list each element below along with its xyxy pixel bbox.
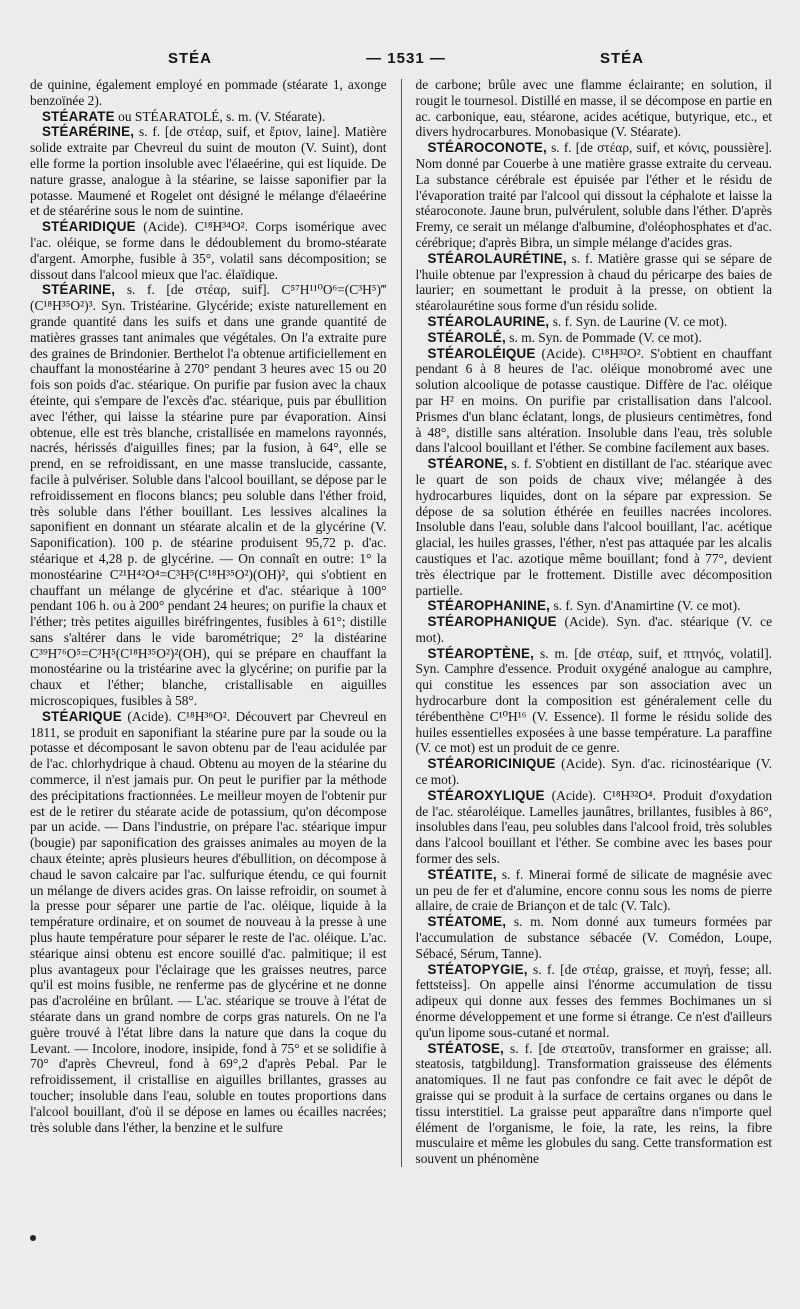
- entry-headword: STÉATOSE,: [427, 1040, 504, 1056]
- entry-text: s. m. [de στέαρ, suif, et πτηνός, volatil]. Syn. Camphre d'essence. Produit oxygéné analogue au camphre, qui constitue les essences par son association avec un hydrocarbure dont la composition est généralement celle du térébenthène C¹⁰H¹⁶ (V. Essence). Il forme le résidu solide des huiles essentielles exposées à une basse température. La paraffine (V. ce mot) est un produit de ce genre.: [415, 645, 773, 756]
- entry-text: ou STÉARATOLÉ, s. m. (V. Stéarate).: [114, 108, 326, 124]
- entry-text: s. m. Syn. de Pommade (V. ce mot).: [505, 329, 702, 345]
- entry-headword: STÉARORICINIQUE: [427, 756, 556, 772]
- dictionary-entry: [416, 346, 773, 457]
- dictionary-entry: [416, 962, 773, 1041]
- dictionary-entry: [416, 140, 773, 251]
- dictionary-entry: [416, 77, 773, 140]
- entry-headword: STÉAROPHANINE,: [427, 598, 551, 614]
- entry-headword: STÉATOME,: [427, 914, 507, 930]
- dictionary-entry: [416, 914, 773, 961]
- entry-text: s. f. S'obtient en distillant de l'ac. stéarique avec le quart de son poids de chaux vive; mélangée à des hydrocarbures liquides, dont on la sépare par expression. Se dépose de sa solution éthérée en feuilles nacrées incolores. Insoluble dans l'eau, soluble dans l'alcool bouillant, l'ac. acétique glacial, les huiles grasses, l'éther, n'est pas attaquée par les alcalis caustiques et l'ac. azotique même bouillant; fond à 77°, devient très électrique par le frottement. Distille avec décomposition partielle.: [415, 456, 773, 598]
- entry-text: s. f. Syn. de Laurine (V. ce mot).: [549, 313, 728, 329]
- entry-headword: STÉAROLÉIQUE: [427, 345, 536, 361]
- entry-text: (Acide). Syn. d'ac. stéarique (V. ce mot).: [415, 614, 773, 645]
- entry-text: s. f. Matière grasse qui se sépare de l'huile obtenue par l'expression à chaud du péricarpe des baies de laurier; en soumettant le produit à la presse, on obtient la stéarolaurétine sous forme d'un résidu solide.: [415, 250, 773, 314]
- left-column: [30, 77, 387, 1167]
- entry-text: (Acide). Syn. d'ac. ricinostéarique (V. ce mot).: [415, 756, 773, 788]
- entry-headword: STÉAROPTÈNE,: [427, 645, 535, 661]
- entry-headword: STÉARONE,: [427, 456, 508, 472]
- entry-headword: STÉARÉRINE,: [42, 124, 135, 140]
- dictionary-entry: [416, 330, 773, 346]
- entry-text: s. f. [de στέαρ, suif, et ἔριον, laine]. Matière solide extraite par Chevreul du suint de mouton (V. Suint), dont elle forme la portion insoluble avec l'élaeérine, qui est liquide. De nature grasse, analogue à la stéarine, se laisse saponifier par la potasse. Maumené et Rogelet ont désigné le mélange d'élaeérine et de stéarérine sous le nom de suintine.: [30, 124, 387, 219]
- dictionary-entry: [30, 109, 387, 125]
- dictionary-entry: [416, 314, 773, 330]
- entry-text: s. f. Minerai formé de silicate de magnésie avec un peu de fer et d'alumine, encore connu sous les noms de pierre allaire, de craie de Briançon et de talc (V. Talc).: [415, 866, 773, 914]
- entry-text: (Acide). C¹⁸H³⁴O². Corps isomérique avec l'ac. oléique, se forme dans le dédoublement du bromo-stéarate d'argent. Amorphe, fusible à 35°, volatil sans décomposition; se dissout dans l'alcool mieux que l'ac. élaïdique.: [30, 219, 387, 282]
- entry-text: s. m. Nom donné aux tumeurs formées par l'accumulation de substance sébacée (V. Comédon, Loupe, Sébacé, Sérum, Tanne).: [415, 914, 773, 961]
- ink-spot: [30, 1235, 36, 1241]
- dictionary-entry: [416, 646, 773, 757]
- entry-headword: STÉATITE,: [427, 866, 497, 882]
- entry-text: de quinine, également employé en pommade (stéarate 1, axonge benzoïnée 2).: [30, 77, 387, 108]
- header-right: STÉA: [599, 50, 644, 67]
- dictionary-entry: [30, 219, 387, 282]
- page-number: — 1531 —: [366, 50, 446, 67]
- entry-text: (Acide). C¹⁸H³²O². S'obtient en chauffant pendant 6 à 8 heures de l'ac. oléique monobromé avec une solution alcoolique de potasse caustique. Diffère de l'ac. oléique par H² en moins. On purifie par cristallisation dans l'alcool. Prismes d'un blanc éclatant, longs, de plusieurs centimètres, fond à 48°, distille sans altération. Insoluble dans l'eau, très soluble dans l'alcool bouillant et l'éther. Se combine facilement aux bases.: [415, 345, 773, 456]
- entry-headword: STÉARIQUE: [42, 708, 122, 724]
- dictionary-entry: [30, 709, 387, 1136]
- entry-headword: STÉARINE,: [42, 282, 116, 298]
- entry-text: de carbone; brûle avec une flamme éclairante; en solution, il rougit le tournesol. Distillé en masse, il se décompose en partie en ac. carbonique, eau, stéarone, acides acétique, butyrique, etc., et divers hydrocarbures. Monobasique (V. Stéarate).: [415, 77, 773, 140]
- entry-headword: STÉAROXYLIQUE: [427, 787, 545, 803]
- dictionary-entry: [416, 614, 773, 646]
- entry-headword: STÉAROLAURÉTINE,: [427, 250, 567, 266]
- dictionary-entry: [416, 788, 773, 867]
- entry-text: s. f. Syn. d'Anamirtine (V. ce mot).: [550, 598, 741, 614]
- entry-text: s. f. [de στεατοῦν, transformer en graisse; all. steatosis, tatgbildung]. Transformation graisseuse des éléments anatomiques. Il ne faut pas confondre ce fait avec le dépôt de graisse qui se produit à la surface de certains organes ou dans le tissu interstitiel. La graisse peut apparaître dans n'importe quel élément de l'organisme, le foie, la rate, les reins, la fibre musculaire et même les globules du sang. Cette transformation est souvent un phénomène: [415, 1040, 773, 1167]
- entry-text: (Acide). C¹⁸H³²O⁴. Produit d'oxydation de l'ac. stéaroléique. Lamelles jaunâtres, brillantes, fusibles à 86°, insolubles dans l'eau, peu solubles dans l'alcool froid, très solubles dans l'alcool bouillant et l'éther. Se combine avec les bases pour former des sels.: [415, 787, 773, 867]
- dictionary-entry: [416, 598, 773, 614]
- entry-headword: STÉARIDIQUE: [42, 219, 136, 235]
- entry-text: s. f. [de στέαρ, graisse, et πυγή, fesse; all. fettsteiss]. On appelle ainsi l'énorme accumulation de tissu adipeux qui donne aux fesses des femmes Bochimanes un si énorme développement et une forme si étrange. Ce n'est d'ailleurs qu'un lipome sous-cutané et normal.: [415, 961, 773, 1040]
- column-divider: [401, 79, 402, 1167]
- entry-headword: STÉATOPYGIE,: [427, 961, 528, 977]
- dictionary-entry: [416, 756, 773, 788]
- dictionary-entry: [416, 456, 773, 598]
- dictionary-entry: [416, 867, 773, 914]
- running-header: [30, 50, 772, 67]
- dictionary-entry: [30, 124, 387, 219]
- entry-headword: STÉAROCONOTE,: [427, 140, 547, 156]
- entry-headword: STÉAROPHANIQUE: [427, 614, 557, 630]
- entry-text: (Acide). C¹⁸H³⁶O². Découvert par Chevreul en 1811, se produit en saponifiant la stéarine pure par la soude ou la potasse et décomposant le savon obtenu par de l'eau acidulée par de l'ac. chlorhydrique à chaud. Obtenu au moyen de la stéarine du commerce, il n'est jamais pur. On peut le purifier par la méthode des précipitations fractionnées. Le meilleur moyen de l'obtenir pur est de le retirer du stéarate acide de potassium, qu'on décompose par un acide. — Dans l'industrie, on prépare l'ac. stéarique impur (bougie) par saponification des graisses animales au moyen de la chaux éteinte; après plusieurs heures d'ébullition, on décompose à chaud le savon calcaire par l'ac. sulfurique étendu, ce qui fournit un mélange de divers acides gras. On laisse refroidir, on soumet à la presse pour séparer une partie de l'ac. oléique, liquide à la température ordinaire, et on soumet de nouveau à la presse à une plus haute température pour séparer le reste de l'ac. oléique. L'ac. stéarique ainsi obtenu est encore souillé d'ac. palmitique; il est plus avantageux pour l'éclairage que les graisses neutres, parce qu'il est moins fusible, ne renferme pas de glycérine et ne donne pas d'acroléine en brûlant. — L'ac. stéarique se trouve à l'état de stéarate dans un grand nombre de corps gras naturels. On ne l'a guère trouvé à l'état libre dans la nature que dans la coque du Levant. — Incolore, inodore, insipide, fond à 75° et se solidifie à 70° d'après Chevreul, fond à 69°,2 d'après Pebal. Par le refroidissement, il cristallise en aiguilles brillantes, grasses au toucher; insoluble dans l'eau, soluble en toutes proportions dans l'alcool bouillant, d'où il se dépose en lames ou écailles nacrées; très soluble dans l'éther, la benzine et le sulfure: [30, 708, 387, 1135]
- right-column: [416, 77, 773, 1167]
- entry-headword: STÉARATE: [42, 108, 115, 124]
- text-columns: [30, 77, 772, 1167]
- dictionary-entry: [30, 282, 387, 709]
- dictionary-entry: [30, 77, 387, 109]
- header-left: STÉA: [168, 50, 213, 67]
- entry-headword: STÉAROLÉ,: [427, 329, 506, 345]
- entry-headword: STÉAROLAURINE,: [427, 313, 550, 329]
- dictionary-entry: [416, 1041, 773, 1167]
- entry-text: s. f. [de στέαρ, suif, et κόνις, poussière]. Nom donné par Couerbe à une matière grasse extraite du cerveau. La substance cérébrale est épuisée par l'éther et le résidu de l'évaporation traité par l'alcool qui dissout la céphalote et laisse la stéaroconote. Jaune brun, pulvérulent, soluble dans l'éther. D'après Fremy, ce serait un mélange d'albumine, d'oléophosphates et d'ac. cérébrique; d'après Bibra, un simple mélange d'acides gras.: [415, 140, 773, 250]
- dictionary-entry: [416, 251, 773, 314]
- entry-text: s. f. [de στέαρ, suif]. C⁵⁷H¹¹⁰O⁶=(C³H⁵)‴(C¹⁸H³⁵O²)³. Syn. Tristéarine. Glycéride; existe naturellement en grande quantité dans les suifs et dans une grande quantité de matières grasses tant animales que végétales. On l'a extraite pure des graines de Brindonier. Berthelot l'a obtenue artificiellement en chauffant la monostéarine à 270° pendant 3 heures avec 15 ou 20 fois son poids d'ac. stéarique. On purifie par fusion avec la chaux éteinte, qui s'empare de l'excès d'ac. stéarique, puis par ébullition avec l'éther, qui laisse la stéarine pure par évaporation. Ainsi obtenue, elle est très blanche, cristallisée en mamelons rayonnés, nacrés, hérissés d'aiguilles fines; par la fusion, à 64°, elle se prend, en se refroidissant, en une masse translucide, cassante, facile à pulvériser. Soluble dans l'alcool bouillant, se dépose par le refroidissement en flocons blancs; peu soluble dans l'éther froid, très soluble dans l'éther bouillant. Les lessives alcalines la saponifient en donnant un stéarate alcalin et de la glycérine (V. Saponification). 100 p. de stéarine produisent 95,72 p. d'ac. stéarique et 4,28 p. de glycérine. — On connaît en outre: 1° la monostéarine C²¹H⁴²O⁴=C³H⁵(C¹⁸H³⁵O²)(OH)², qui s'obtient en chauffant un mélange de glycérine et d'ac. stéarique à 100° pendant 106 h. ou à 200° pendant 24 heures; on purifie la chaux et l'éther; très petites aiguilles biréfringentes, fusibles à 61°; distille sans s'altérer dans le vide barométrique; 2° la distéarine C³⁹H⁷⁶O⁵=C³H⁵(C¹⁸H³⁵O²)²(OH), qui se prépare en chauffant la monostéarine ou la tristéarine avec la glycérine; on purifie par la chaux et l'éther; blanche, cristallisable en aiguilles microscopiques, fusibles à 58°.: [30, 282, 387, 709]
